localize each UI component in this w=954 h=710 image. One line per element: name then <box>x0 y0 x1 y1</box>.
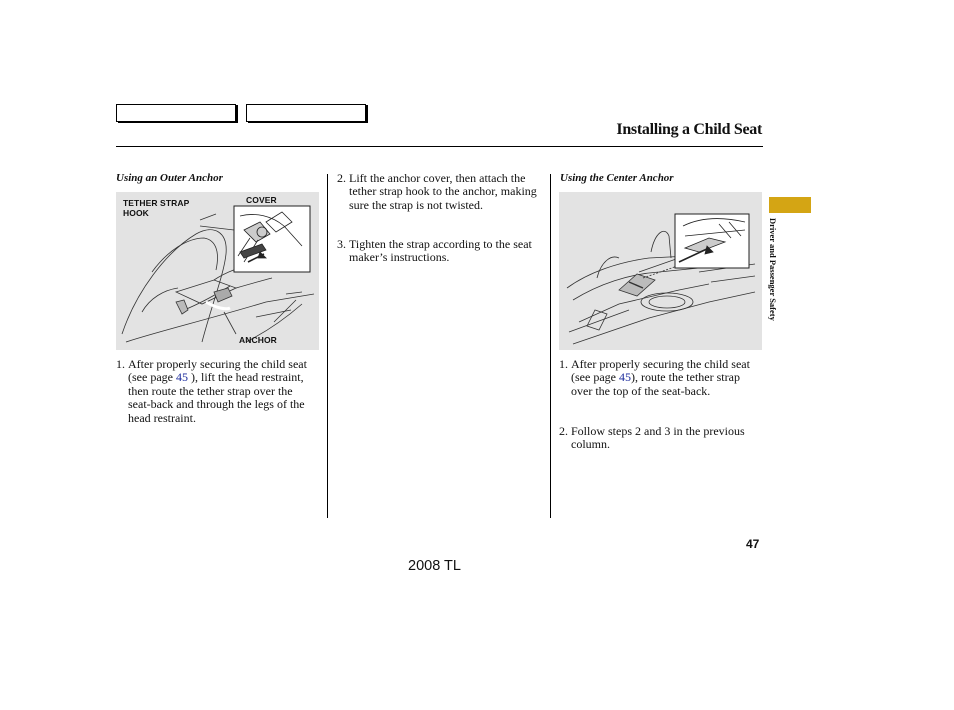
nav-box-2[interactable] <box>246 104 366 122</box>
center-anchor-figure <box>559 192 762 350</box>
tether-strap-label: TETHER STRAP <box>123 198 190 208</box>
center-anchor-subheading: Using the Center Anchor <box>560 172 674 184</box>
anchor-label: ANCHOR <box>239 335 277 345</box>
step-text: After properly securing the child seat (see page <box>571 357 750 385</box>
center-step-1 <box>559 358 759 398</box>
footer-model: 2008 TL <box>408 558 461 574</box>
step-text: Lift the anchor cover, then attach the tether strap hook to the anchor, making sure the strap is not twisted. <box>349 171 537 212</box>
title-rule <box>116 146 763 147</box>
center-step-2 <box>559 425 759 452</box>
cover-label: COVER <box>246 195 277 205</box>
step-number: 1. <box>116 357 125 371</box>
step-text: ), route the tether strap over the top of the seat-back. <box>571 370 740 398</box>
step-text: Follow steps 2 and 3 in the previous column. <box>571 424 745 452</box>
outer-anchor-subheading: Using an Outer Anchor <box>116 172 223 184</box>
outer-anchor-figure <box>116 192 319 350</box>
step-text: ), lift the head restraint, then route the tether strap over the seat-back and through the legs of the head restraint. <box>128 370 305 425</box>
page-number: 47 <box>746 537 760 551</box>
step-number: 2. <box>337 171 346 185</box>
section-label-text: Driver and Passenger Safety <box>768 218 778 321</box>
section-side-label <box>768 218 785 358</box>
hook-label: HOOK <box>123 208 149 218</box>
step-text: After properly securing the child seat (see page <box>128 357 307 385</box>
step-number: 3. <box>337 237 346 251</box>
page-title: Installing a Child Seat <box>616 121 762 138</box>
column-divider-1 <box>327 174 328 518</box>
page-45-link[interactable]: 45 <box>175 370 188 385</box>
step-number: 2. <box>559 424 568 438</box>
outer-step-1 <box>116 358 316 425</box>
page-45-link[interactable]: 45 <box>618 370 631 385</box>
step-2 <box>337 172 547 212</box>
step-text: Tighten the strap according to the seat maker’s instructions. <box>349 237 532 265</box>
step-3 <box>337 238 547 265</box>
section-tab[interactable] <box>769 197 811 213</box>
center-anchor-illustration <box>559 192 762 350</box>
step-number: 1. <box>559 357 568 371</box>
column-divider-2 <box>550 174 551 518</box>
nav-box-1[interactable] <box>116 104 236 122</box>
